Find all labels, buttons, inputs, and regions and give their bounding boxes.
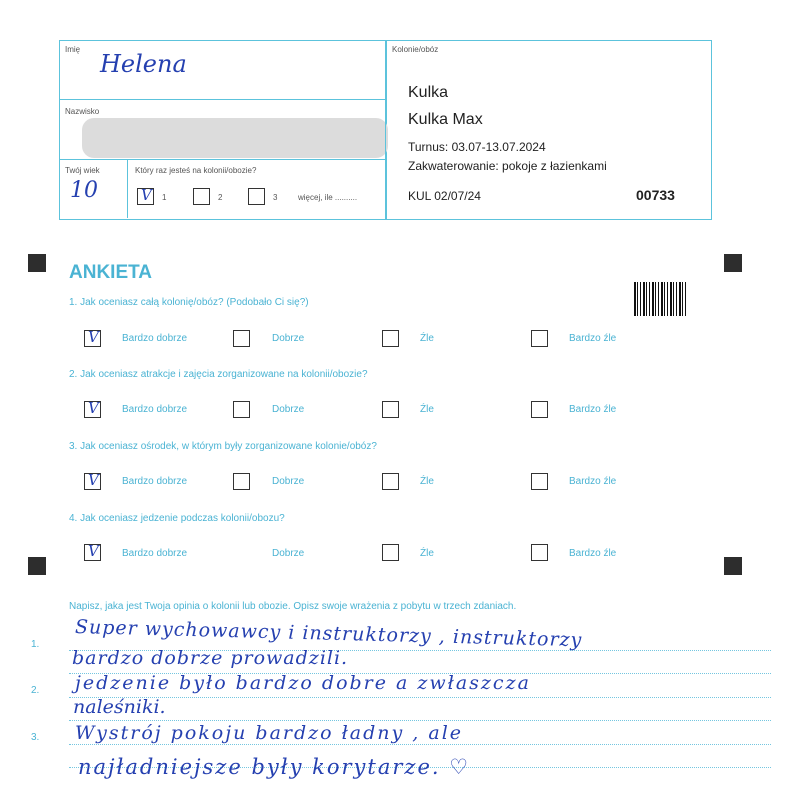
writing-line-3	[69, 697, 771, 698]
name-form-divider-2	[59, 159, 386, 160]
corner-marker-bottom-right	[724, 557, 742, 575]
q4-option-dobrze: Dobrze	[272, 548, 305, 559]
q2-checkbox-zle[interactable]	[382, 401, 399, 418]
ktory-raz-label: Który raz jesteś na kolonii/obozie?	[135, 166, 257, 175]
line-number-2: 2.	[31, 685, 40, 696]
q1-checkbox-bardzo-zle[interactable]	[531, 330, 548, 347]
form-number: 00733	[636, 187, 675, 203]
q1-option-bardzo-dobrze: Bardzo dobrze	[122, 333, 188, 344]
question-4: 4. Jak oceniasz jedzenie podczas kolonii/obozu?	[69, 513, 285, 524]
q2-option-dobrze: Dobrze	[272, 404, 305, 415]
nazwisko-label: Nazwisko	[65, 107, 100, 116]
q1-mark: V	[88, 328, 99, 346]
imie-label: Imię	[65, 45, 81, 54]
wiek-label: Twój wiek	[65, 166, 100, 175]
line-number-1: 1.	[31, 639, 40, 650]
opinion-prompt: Napisz, jaka jest Twoja opinia o kolonii lub obozie. Opisz swoje wrażenia z pobytu w trzech zdaniach.	[69, 601, 517, 612]
wiek-value[interactable]: 10	[70, 178, 98, 203]
writing-line-5	[69, 744, 771, 745]
survey-title: ANKIETA	[69, 262, 153, 283]
wiecej-label: więcej, ile ..........	[298, 193, 358, 202]
ktory-raz-mark: V	[141, 186, 152, 204]
kolonie-label: Kolonie/obóz	[392, 45, 439, 54]
q3-option-zle: Źle	[420, 476, 434, 487]
q3-option-bardzo-dobrze: Bardzo dobrze	[122, 476, 188, 487]
q1-option-zle: Źle	[420, 333, 434, 344]
writing-line-4	[69, 720, 771, 721]
ktory-raz-option-1: 1	[162, 193, 167, 202]
q2-checkbox-bardzo-zle[interactable]	[531, 401, 548, 418]
ktory-raz-option-3: 3	[273, 193, 278, 202]
opinion-line-6[interactable]: najładniejsze były korytarze. ♡	[78, 755, 471, 779]
q1-checkbox-zle[interactable]	[382, 330, 399, 347]
question-1: 1. Jak oceniasz całą kolonię/obóz? (Podobało Ci się?)	[69, 297, 309, 308]
name-form-divider-1	[59, 99, 386, 100]
opinion-line-2[interactable]: bardzo dobrze prowadzili.	[72, 647, 349, 669]
imie-value[interactable]: Helena	[100, 50, 187, 78]
q2-option-zle: Źle	[420, 404, 434, 415]
corner-marker-top-right	[724, 254, 742, 272]
q4-option-bardzo-dobrze: Bardzo dobrze	[122, 548, 188, 559]
q3-checkbox-bardzo-zle[interactable]	[531, 473, 548, 490]
q2-mark: V	[88, 399, 99, 417]
opinion-line-1[interactable]: Super wychowawcy i instruktorzy , instruktorzy	[74, 616, 583, 652]
q3-option-bardzo-zle: Bardzo źle	[569, 476, 617, 487]
question-3: 3. Jak oceniasz ośrodek, w którym były zorganizowane kolonie/obóz?	[69, 441, 377, 452]
opinion-line-5[interactable]: Wystrój pokoju bardzo ładny , ale	[75, 722, 464, 744]
q3-checkbox-zle[interactable]	[382, 473, 399, 490]
q4-checkbox-bardzo-zle[interactable]	[531, 544, 548, 561]
opinion-line-4[interactable]: naleśniki.	[73, 696, 166, 718]
q4-checkbox-dobrze[interactable]	[233, 544, 250, 561]
q2-option-bardzo-zle: Bardzo źle	[569, 404, 617, 415]
q3-option-dobrze: Dobrze	[272, 476, 305, 487]
zakwaterowanie: Zakwaterowanie: pokoje z łazienkami	[408, 159, 607, 173]
q4-mark: V	[88, 542, 99, 560]
q2-option-bardzo-dobrze: Bardzo dobrze	[122, 404, 188, 415]
q3-mark: V	[88, 471, 99, 489]
ktory-raz-option-2: 2	[218, 193, 223, 202]
ktory-raz-checkbox-3[interactable]	[248, 188, 265, 205]
q4-checkbox-zle[interactable]	[382, 544, 399, 561]
age-divider	[127, 160, 128, 218]
q3-checkbox-dobrze[interactable]	[233, 473, 250, 490]
turnus: Turnus: 03.07-13.07.2024	[408, 140, 546, 154]
q4-option-zle: Źle	[420, 548, 434, 559]
q1-option-bardzo-zle: Bardzo źle	[569, 333, 617, 344]
line-number-3: 3.	[31, 732, 40, 743]
barcode	[634, 282, 688, 316]
ktory-raz-checkbox-2[interactable]	[193, 188, 210, 205]
opinion-line-3[interactable]: jedzenie było bardzo dobre a zwłaszcza	[75, 672, 531, 694]
camp-subname: Kulka Max	[408, 111, 483, 128]
camp-code: KUL 02/07/24	[408, 189, 481, 203]
q4-option-bardzo-zle: Bardzo źle	[569, 548, 617, 559]
corner-marker-bottom-left	[28, 557, 46, 575]
q1-checkbox-dobrze[interactable]	[233, 330, 250, 347]
q1-option-dobrze: Dobrze	[272, 333, 305, 344]
q2-checkbox-dobrze[interactable]	[233, 401, 250, 418]
question-2: 2. Jak oceniasz atrakcje i zajęcia zorganizowane na kolonii/obozie?	[69, 369, 368, 380]
nazwisko-redacted[interactable]	[82, 118, 388, 158]
corner-marker-top-left	[28, 254, 46, 272]
camp-name: Kulka	[408, 84, 449, 101]
